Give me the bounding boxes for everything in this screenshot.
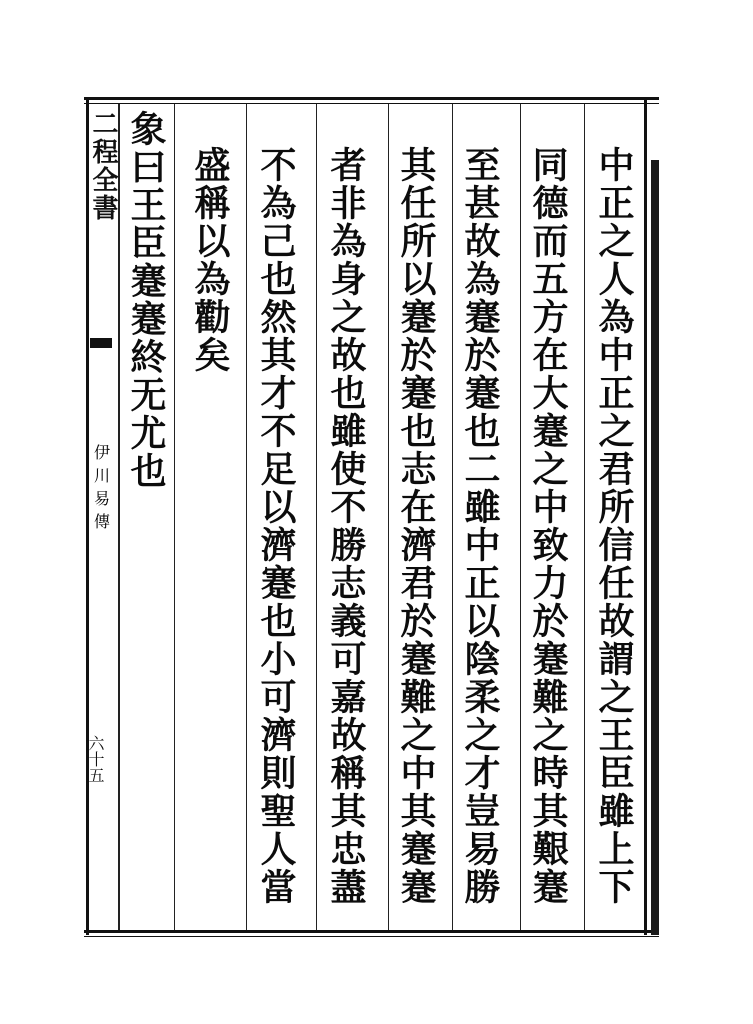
text-column-8: 象曰王臣蹇蹇終无尤也	[125, 110, 167, 490]
text-column-6: 不為己也然其才不足以濟蹇也小可濟則聖人當	[255, 146, 297, 906]
column-rule	[316, 104, 317, 930]
frame-top-inner-border	[84, 103, 659, 104]
frame-bottom-inner-border	[84, 936, 659, 937]
frame-top-border	[84, 97, 659, 100]
text-column-7: 盛稱以為勸矣	[189, 146, 231, 374]
column-rule	[174, 104, 175, 930]
text-column-4: 其任所以蹇於蹇也志在濟君於蹇難之中其蹇蹇	[395, 146, 437, 906]
banxin-divider	[118, 104, 120, 930]
frame-left-border	[86, 97, 89, 935]
frame-bottom-border	[84, 930, 659, 933]
banxin-title: 二程全書	[88, 110, 118, 222]
text-column-1: 中正之人為中正之君所信任故謂之王臣雖上下	[593, 146, 635, 906]
column-rule	[584, 104, 585, 930]
fish-tail-mark	[90, 338, 112, 348]
frame-right-border	[644, 97, 647, 935]
column-rule	[452, 104, 453, 930]
text-column-2: 同德而五方在大蹇之中致力於蹇難之時其艱蹇	[527, 146, 569, 906]
banxin-subtitle: 伊川易傳	[94, 445, 111, 531]
text-column-3: 至甚故為蹇於蹇也二雖中正以陰柔之才豈易勝	[459, 146, 501, 906]
column-rule	[246, 104, 247, 930]
text-column-5: 者非為身之故也雖使不勝志義可嘉故稱其忠藎	[325, 146, 367, 906]
page-number: 六十五	[86, 735, 105, 783]
column-rule	[520, 104, 521, 930]
column-rule	[388, 104, 389, 930]
page-edge-shadow	[651, 160, 659, 935]
banxin	[88, 110, 118, 222]
